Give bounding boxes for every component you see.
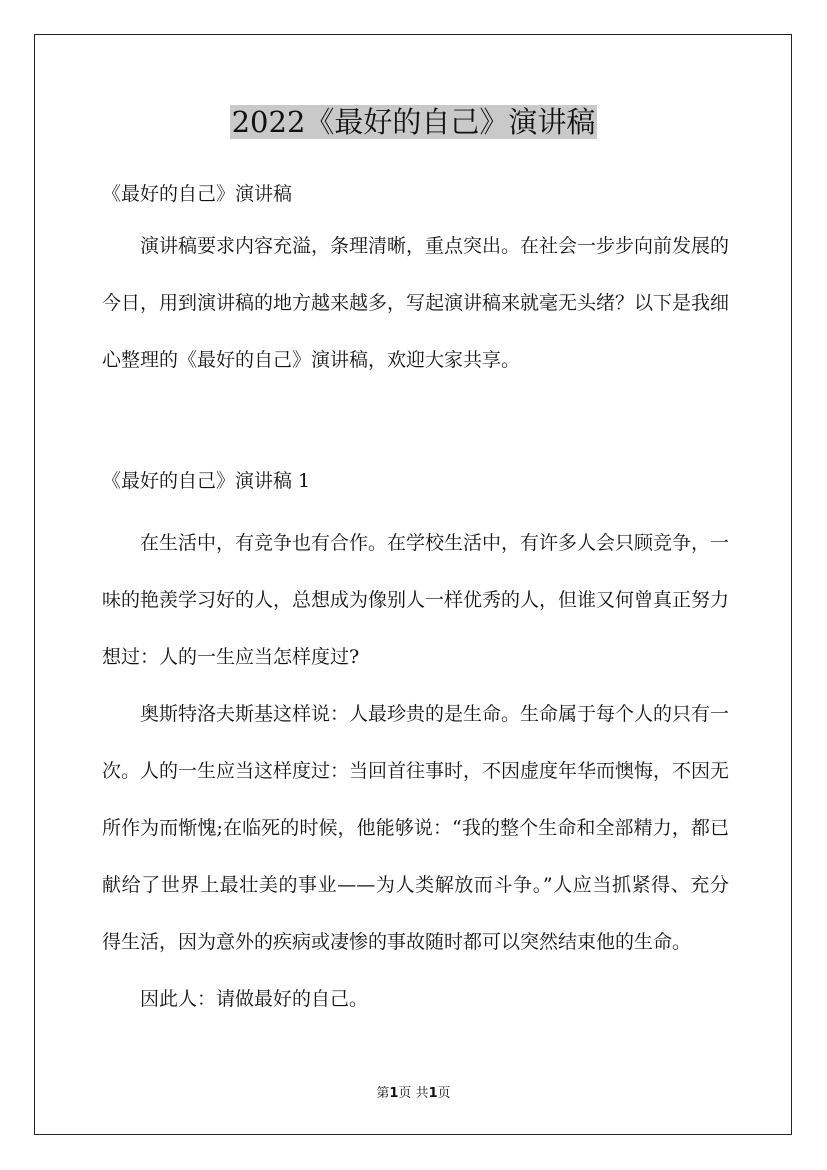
page-middle: 页 共 bbox=[398, 1086, 429, 1101]
document-title bbox=[0, 100, 827, 144]
section-heading: 《最好的自己》演讲稿 1 bbox=[102, 470, 311, 492]
page-footer bbox=[0, 1082, 827, 1101]
body-paragraph-3: 因此人：请做最好的自己。 bbox=[140, 988, 369, 1010]
page-suffix: 页 bbox=[437, 1086, 451, 1101]
body-paragraph-1: 在生活中，有竞争也有合作。在学校生活中，有许多人会只顾竞争，一味的艳羡学习好的人，总想成为像别人一样优秀的人，但谁又何曾真正努力想过：人的一生应当怎样度过? bbox=[102, 532, 730, 668]
document-subtitle: 《最好的自己》演讲稿 bbox=[102, 183, 293, 205]
document-title-text: 2022《最好的自己》演讲稿 bbox=[231, 105, 596, 139]
page-prefix: 第 bbox=[376, 1086, 390, 1101]
body-paragraph-2: 奥斯特洛夫斯基这样说：人最珍贵的是生命。生命属于每个人的只有一次。人的一生应当这样度过：当回首往事时，不因虚度年华而懊悔，不因无所作为而惭愧;在临死的时候，他能够说：“我的整个生命和全部精力，都已献给了世界上最壮美的事业——为人类解放而斗争。”人应当抓紧得、充分得生活，因为意外的疾病或凄惨的事故随时都可以突然结束他的生命。 bbox=[102, 703, 730, 953]
intro-paragraph: 演讲稿要求内容充溢，条理清晰，重点突出。在社会一步步向前发展的今日，用到演讲稿的地方越来越多，写起演讲稿来就毫无头绪？以下是我细心整理的《最好的自己》演讲稿，欢迎大家共享。 bbox=[102, 235, 730, 371]
page-total: 1 bbox=[428, 1086, 438, 1101]
document-body bbox=[102, 170, 729, 1028]
page-number: 1 bbox=[389, 1086, 399, 1101]
